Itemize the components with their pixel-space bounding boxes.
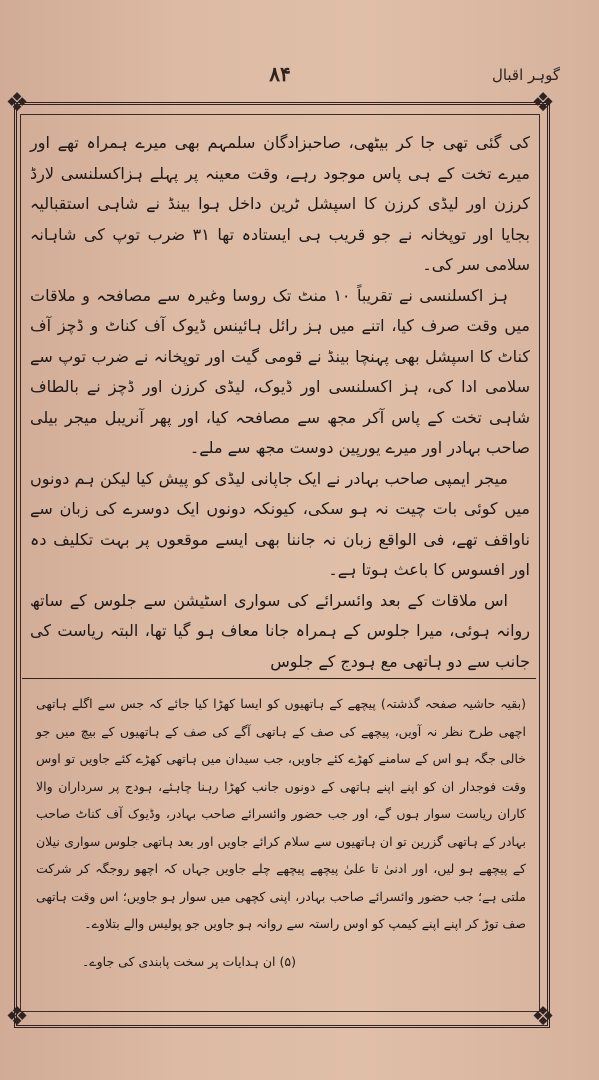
- footnote-divider: [22, 678, 536, 679]
- corner-ornament-icon: ❖: [531, 1002, 555, 1032]
- main-text: [30, 128, 530, 677]
- corner-ornament-icon: ❖: [5, 1002, 29, 1032]
- main-paragraph: کی گئی تھی جا کر بیٹھی، صاحبزادگان سلمہم بھی میرے ہمراہ تھے اور میرے تخت کے ہی پاس موجود رہے، وقت معینہ پر پہلے ہزاکسلنسی لارڈ کرزن اور لیڈی کرزن کا اسپشل ٹرین داخل ہوا بینڈ نے شاہی استقبالیہ بجایا اور توپخانہ نے جو قریب ہی ایستادہ تھا ۳۱ ضرب توپ کی شاہانہ سلامی سر کی۔: [30, 133, 530, 274]
- corner-ornament-icon: ❖: [531, 88, 555, 118]
- main-paragraph: اس ملاقات کے بعد وائسرائے کی سواری اسٹیشن سے جلوس کے ساتھ روانہ ہوئی، میرا جلوس کے ہمراہ جانا معاف ہو گیا تھا، البتہ ریاست کی جانب سے دو ہاتھی مع ہودج کے جلوس: [30, 590, 530, 671]
- running-title: گوہر اقبال: [491, 66, 560, 84]
- main-paragraph: ہز اکسلنسی نے تقریباً ۱۰ منٹ تک روسا وغیرہ سے مصافحہ و ملاقات میں وقت صرف کیا، اتنے میں ہز رائل ہائینس ڈیوک آف کناٹ و ڈچز آف کناٹ کا اسپشل بھی پہنچا بینڈ نے قومی گیت اور توپخانہ نے ضرب توپ سے سلامی ادا کی، ہز اکسلنسی اور ڈیوک، لیڈی کرزن اور ڈچز نے بالطاف شاہی تخت کے پاس آکر مجھ سے مصافحہ کیا، اور پھر آنریبل میجر بیلی صاحب بہادر اور میرے یورپین دوست مجھ سے ملے۔: [30, 285, 530, 457]
- page-number: ۸۴: [269, 62, 291, 86]
- main-paragraph: میجر ایمپی صاحب بہادر نے ایک جاپانی لیڈی کو پیش کیا لیکن ہم دونوں میں کوئی بات چیت نہ ہو سکی، کیونکہ دونوں ایک دوسرے کی زبان سے ناواقف تھے، فی الواقع زبان نہ جاننا بھی ایسے موقعوں پر بہت تکلیف دہ اور افسوس کا باعث ہوتا ہے۔: [30, 468, 530, 579]
- footnote-paragraph: (۵) ان ہدایات پر سخت پابندی کی جاوے۔: [81, 953, 296, 969]
- corner-ornament-icon: ❖: [5, 88, 29, 118]
- footnote-paragraph: (بقیہ حاشیہ صفحہ گذشتہ) پیچھے کے ہاتھیوں کو ایسا کھڑا کیا جائے کہ جس سے اگلے ہاتھی اچھی طرح نظر نہ آویں، پیچھے کی صف کے ہاتھی آگے کی صف کے ہاتھیوں کے بیچ میں جو خالی جگہ ہو اس کے سامنے کھڑے کئے جاویں، جب سیدان میں ہاتھی کھڑے کئے جاویں تو اوس وقت فوجدار ان کو اپنے اپنے ہاتھی کے دونوں جانب کھڑا رہنا چاہئے، ہودج پر سرداران والا کاران ریاست سوار ہوں گے، اور جب حضور وائسرائے صاحب بہادر، وڈیوک آف کناٹ صاحب بہادر کے ہاتھی گزرین تو ان ہاتھیوں سے سلام کرائے جاویں اور بعد ہاتھی جلوس سواری نیلان کے پیچھے ہو لیں، اور ادنیٰ تا علیٰ پیچھے پیچھے چلے جاویں جہاں کہ اچھو روجگہ کر شرکت ملتی ہے؛ جب حضور وائسرائے صاحب بہادر، اپنی کچھی میں سوار ہو جاویں؛ اس وقت ہاتھی صف توڑ کر اپنے اپنے کیمپ کو اوس راستہ سے روانہ ہو جاویں جو پولیس والے بتلاوے۔: [36, 696, 526, 931]
- footnote-text: [36, 690, 526, 975]
